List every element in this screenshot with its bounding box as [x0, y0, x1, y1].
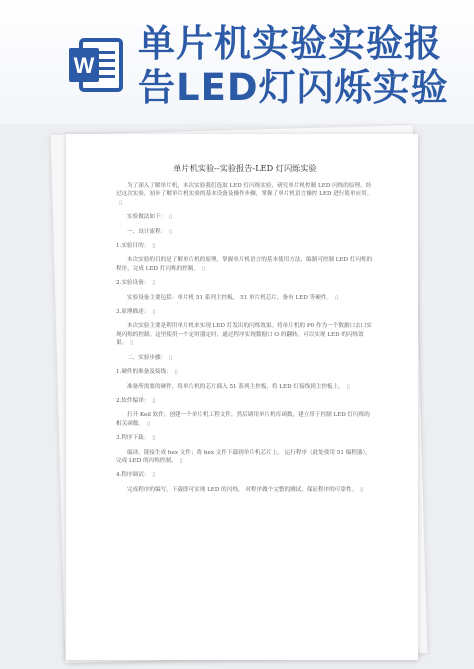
document-body: [116, 162, 374, 500]
heading-principle: 3.原理描述： ▯: [116, 309, 156, 316]
document-title: 单片机实验--实验报告-LED 灯闪烁实验: [173, 163, 317, 173]
word-logo-letter: W: [73, 53, 95, 78]
document-page: [66, 134, 418, 660]
heading-software: 2.软件编译： ▯: [116, 397, 156, 404]
heading-purpose: 1.实验目的： ▯: [116, 243, 156, 250]
section-design-flow: 一、设计流程： ▯: [127, 228, 173, 235]
paragraph-software: 打开 Keil 软件，创建一个单片机工程文件，然后调用单片机库函数，建立用于控制 LED 灯闪烁的相关函数。 ▯: [116, 412, 370, 427]
banner: [0, 0, 474, 124]
paragraph-hardware: 准备所需要的硬件，将单片机的芯片插入 51 系列主控板，将 LED 灯接线到主控板上。 ▯: [127, 383, 350, 390]
paragraph-download: 编译、链接生成 hex 文件；将 hex 文件下载到单片机芯片上， 运行程序（此处使用 51 编程器），完成 LED 的闪烁控制。 ▯: [116, 449, 371, 464]
word-document-icon: [65, 34, 127, 96]
steps-label: 实验做法如下： ▯: [127, 214, 173, 221]
heading-download: 3.程序下载： ▯: [116, 435, 156, 442]
paragraph-purpose: 本次实验的目的是了解单片机的原理，掌握单片机语言的基本使用方法，编制可控制 LED 灯闪烁的程序，完成 LED 灯闪烁的控制。 ▯: [116, 257, 373, 272]
paragraph-equipment: 实验设备主要包括：单片机 51 系列主控板， 51 单片机芯片，备有 LED 等硬件。 ▯: [127, 294, 339, 301]
section-experiment-steps: 二、实验步骤： ▯: [127, 354, 173, 361]
banner-title: 单片机实验实验报告LED灯闪烁实验: [138, 22, 449, 109]
intro-paragraph: 为了深入了解单片机，本次实验我们选取 LED 灯闪烁实验，研究单片机控制 LED 闪烁的原理。经过这次实验，初步了解单片机实验的基本设备及操作步骤，掌握了单片机语言操控 LED 进行简单应用。▯: [116, 183, 373, 206]
paragraph-principle: 本次实验主要是利用单片机来实现 LED 灯发出的闪烁效果。将单片机的 P0 作为一个数据口去口实现闪烁的控制。这里使用一个定时器定时，通过程序实现数据口 O 的翻转，可以实现 LED 的闪烁效果。 ▯: [116, 323, 372, 347]
heading-equipment: 2.实验设备： ▯: [116, 280, 156, 287]
heading-hardware: 1.硬件的准备及接线： ▯: [116, 369, 178, 376]
heading-debug: 4.程序调试： ▯: [116, 472, 156, 479]
paragraph-debug: 完成程序的编写，下载即可实现 LED 的闪烁， 对程序做个完整的测试，保证程序的可靠性。 ▯: [127, 486, 364, 493]
